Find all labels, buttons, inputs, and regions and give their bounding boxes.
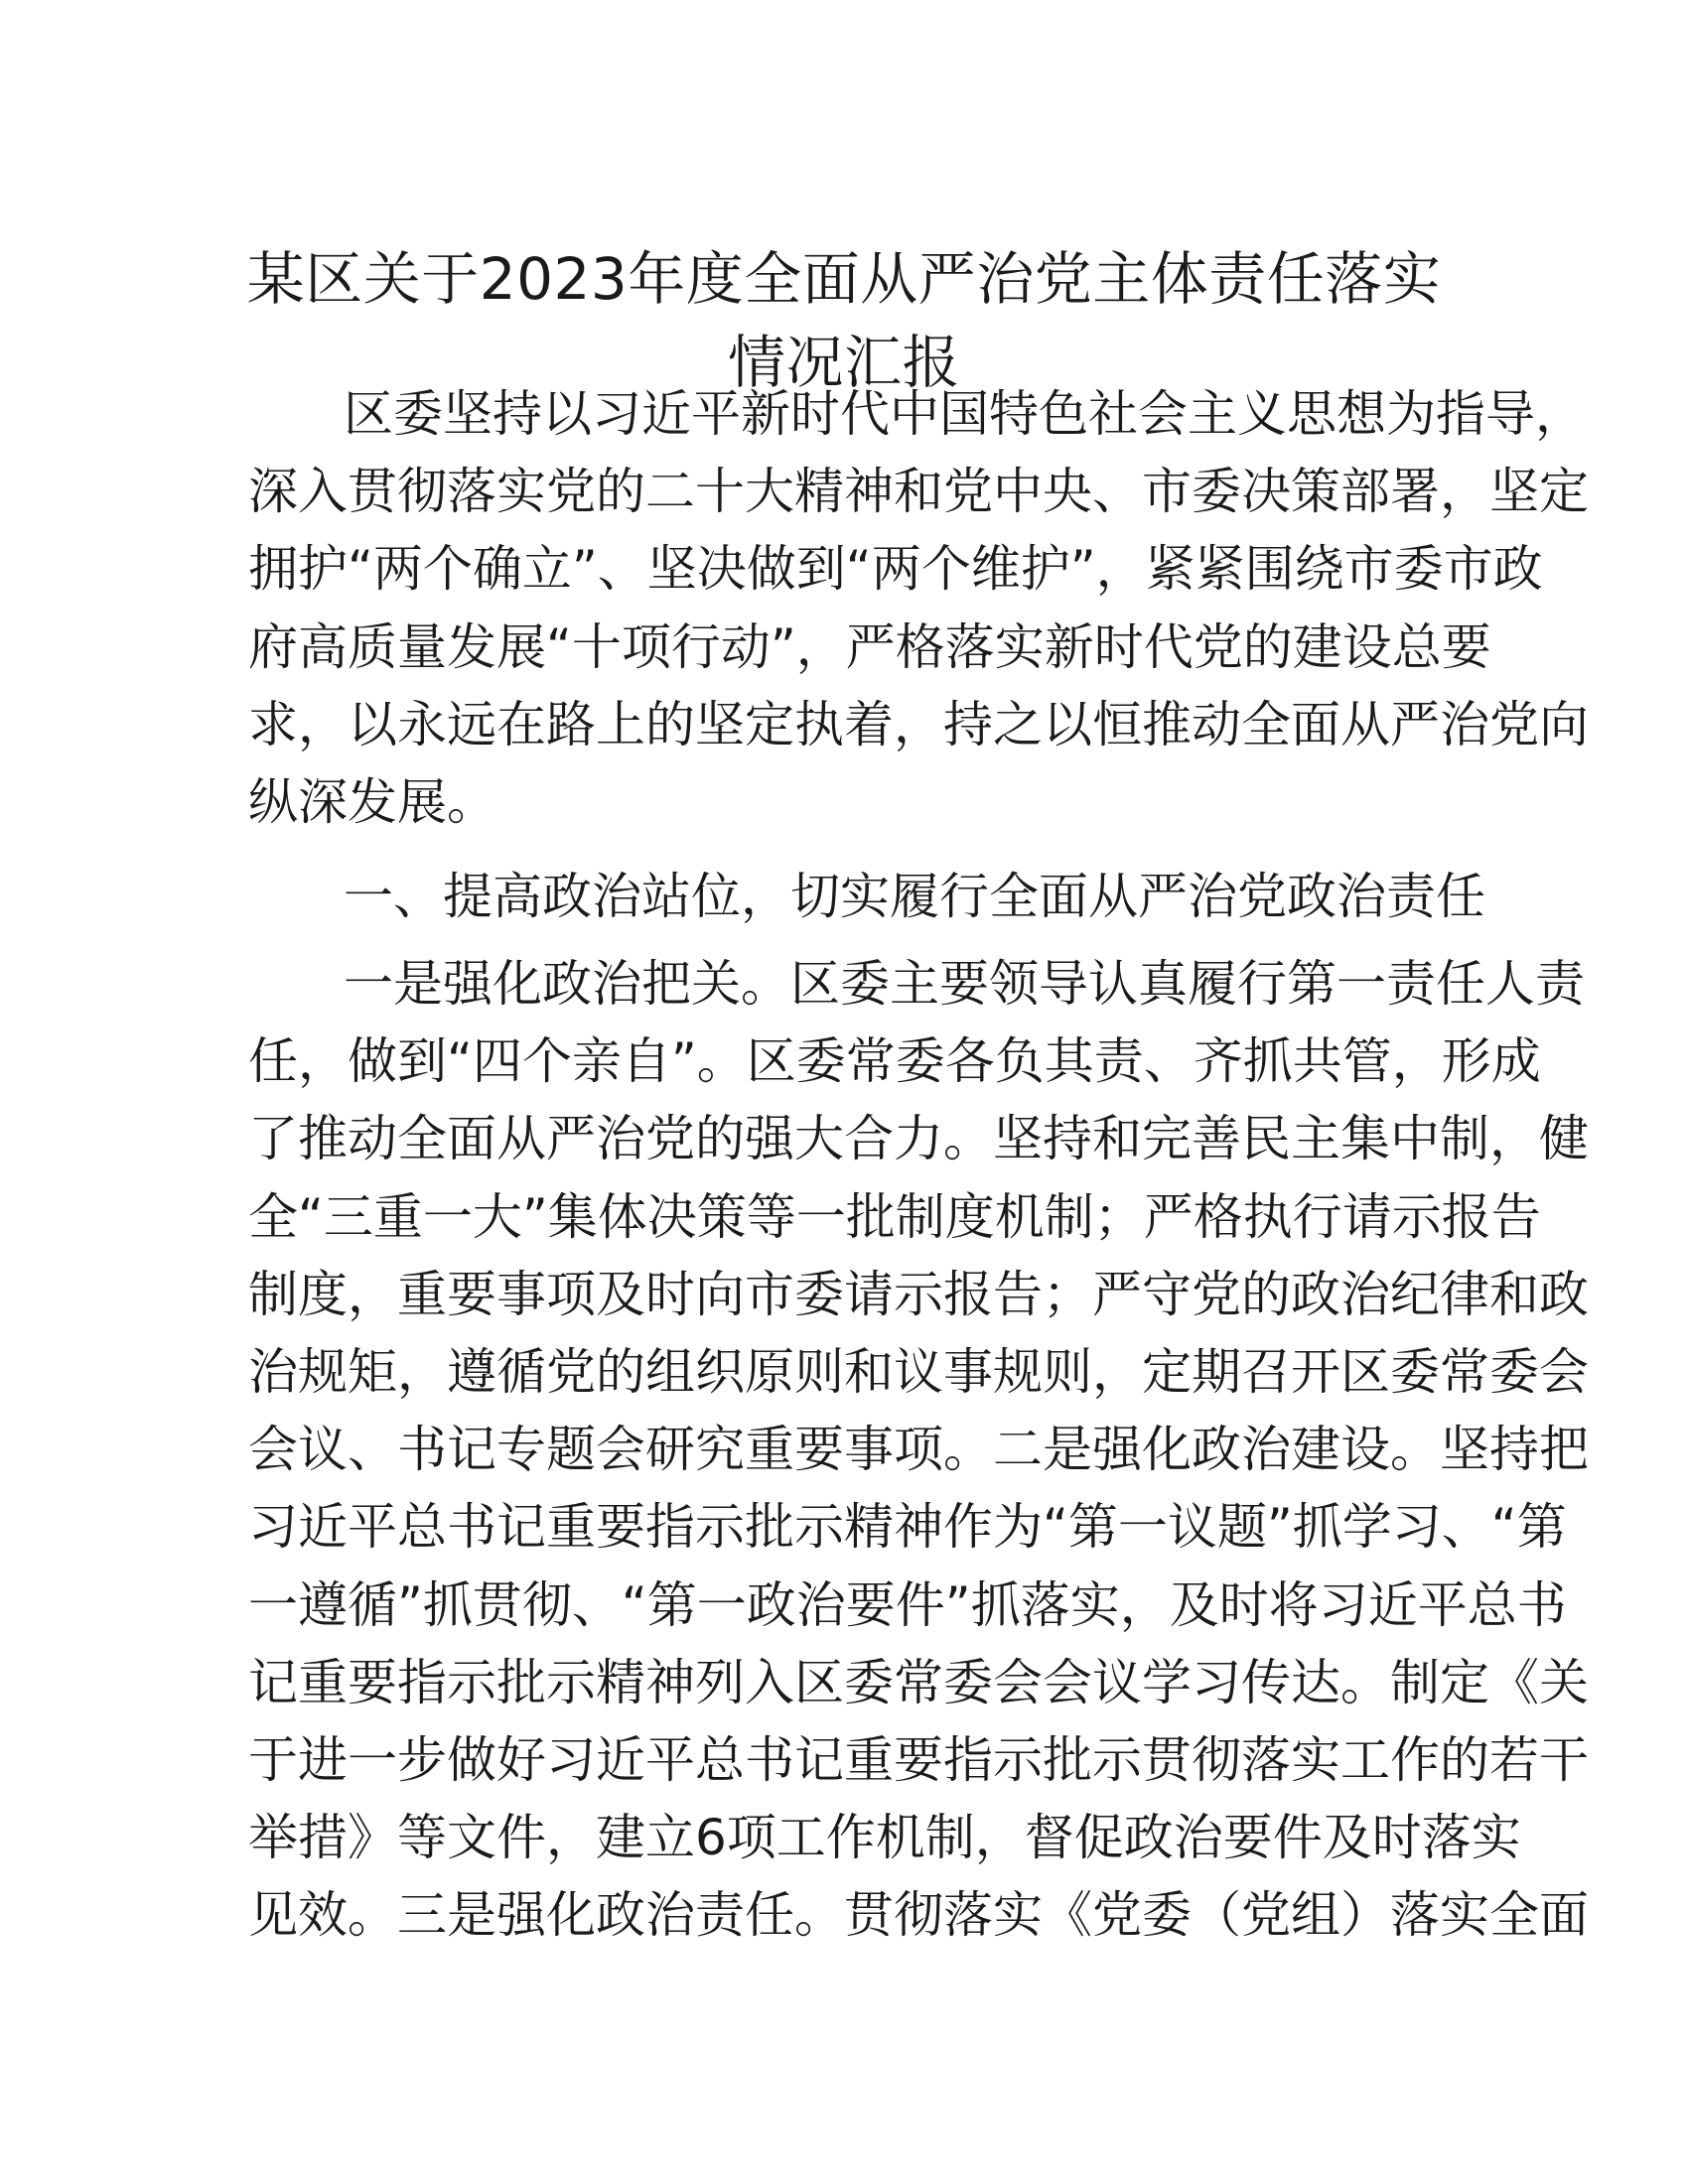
- title-line: 情况汇报: [727, 328, 960, 396]
- paragraph-line: 求，以永远在路上的坚定执着，持之以恒推动全面从严治党向: [248, 695, 1589, 753]
- paragraph-line: 制度，重要事项及时向市委请示报告；严守党的政治纪律和政: [248, 1265, 1589, 1323]
- paragraph-line: 府高质量发展“十项行动”，严格落实新时代党的建设总要: [248, 617, 1491, 676]
- paragraph-line: 于进一步做好习近平总书记重要指示批示贯彻落实工作的若干: [248, 1730, 1589, 1789]
- paragraph-line: 任，做到“四个亲自”。区委常委各负其责、齐抓共管，形成: [248, 1032, 1541, 1091]
- section-paragraph: [248, 945, 1589, 1954]
- section-heading: [248, 858, 1485, 935]
- paragraph-line: 一是强化政治把关。区委主要领导认真履行第一责任人责: [344, 955, 1585, 1013]
- title-line: 某区关于2023年度全面从严治党主体责任落实: [246, 244, 1442, 313]
- intro-paragraph: [248, 375, 1589, 841]
- paragraph-line: 会议、书记专题会研究重要事项。二是强化政治建设。坚持把: [248, 1421, 1589, 1479]
- paragraph-line: 深入贯彻落实党的二十大精神和党中央、市委决策部署，坚定: [248, 463, 1589, 521]
- paragraph-line: 习近平总书记重要指示批示精神作为“第一议题”抓学习、“第: [248, 1498, 1567, 1557]
- paragraph-line: 区委坚持以习近平新时代中国特色社会主义思想为指导，: [344, 385, 1585, 443]
- paragraph-line: 一遵循”抓贯彻、“第一政治要件”抓落实，及时将习近平总书: [248, 1575, 1567, 1634]
- section-heading-text: 一、提高政治站位，切实履行全面从严治党政治责任: [344, 868, 1485, 925]
- paragraph-line: 了推动全面从严治党的强大合力。坚持和完善民主集中制，健: [248, 1110, 1589, 1168]
- paragraph-line: 见效。三是强化政治责任。贯彻落实《党委（党组）落实全面: [248, 1886, 1589, 1945]
- paragraph-line: 治规矩，遵循党的组织原则和议事规则，定期召开区委常委会: [248, 1342, 1589, 1401]
- paragraph-line: 记重要指示批示精神列入区委常委会会议学习传达。制定《关: [248, 1653, 1589, 1711]
- paragraph-line: 举措》等文件，建立6项工作机制，督促政治要件及时落实: [248, 1809, 1521, 1867]
- paragraph-line: 拥护“两个确立”、坚决做到“两个维护”，紧紧围绕市委市政: [248, 540, 1543, 599]
- paragraph-line: 纵深发展。: [248, 772, 496, 831]
- paragraph-line: 全“三重一大”集体决策等一批制度机制；严格执行请示报告: [248, 1187, 1541, 1246]
